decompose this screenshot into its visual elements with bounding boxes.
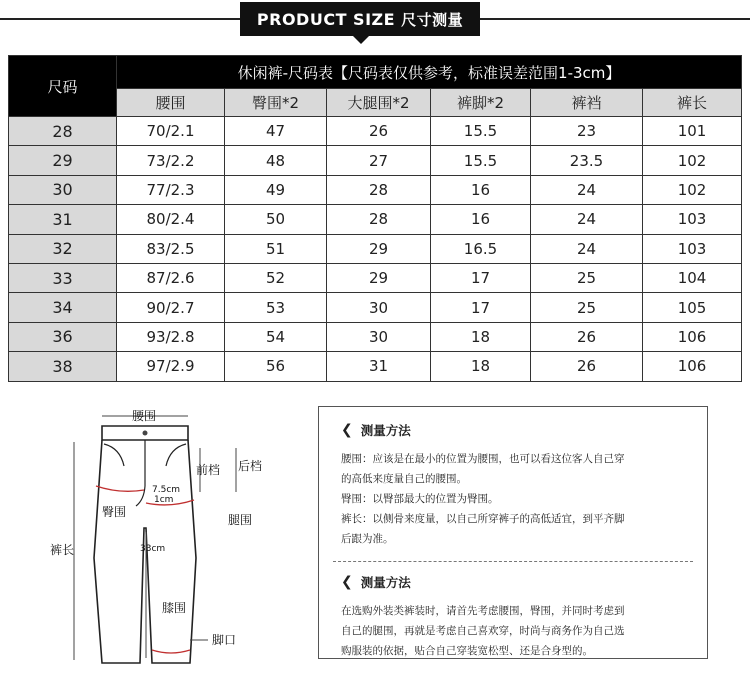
measurement-cell: 106: [643, 352, 742, 381]
column-header-row: [9, 89, 742, 117]
instruction-line: 后跟为准。: [341, 533, 394, 545]
size-column-header: 尺码: [9, 56, 117, 117]
column-header: 裤裆: [531, 89, 643, 117]
section1-title: 测量方法: [360, 423, 411, 438]
size-cell: 38: [9, 352, 117, 381]
label-hem: 脚口: [212, 633, 237, 647]
measurement-cell: 16: [431, 175, 531, 204]
measurement-cell: 24: [531, 205, 643, 234]
measurement-cell: 50: [225, 205, 327, 234]
instruction-line: 腰围：应该是在最小的位置为腰围，也可以看这位客人自己穿: [341, 453, 625, 465]
chevron-left-icon: ❮: [341, 574, 353, 590]
measurement-cell: 31: [327, 352, 431, 381]
measurement-cell: 56: [225, 352, 327, 381]
size-table-body: [9, 117, 742, 382]
instruction-line: 的高低来度量自己的腰围。: [341, 473, 467, 485]
label-measure-75: 7.5cm: [152, 485, 181, 495]
measurement-cell: 15.5: [431, 146, 531, 175]
measurement-cell: 24: [531, 234, 643, 263]
measurement-cell: 25: [531, 293, 643, 322]
instruction-line: 自己的腿围，再就是考虑自己喜欢穿，时尚与商务作为自己选: [341, 625, 625, 637]
measurement-cell: 24: [531, 175, 643, 204]
measurement-cell: 102: [643, 175, 742, 204]
header-pointer: [353, 36, 369, 44]
column-header: 裤长: [643, 89, 742, 117]
size-cell: 28: [9, 117, 117, 146]
section2-title: 测量方法: [360, 575, 411, 590]
pants-fly: [136, 440, 145, 506]
column-header: 臀围*2: [225, 89, 327, 117]
section1-body: [341, 449, 693, 549]
measurement-cell: 105: [643, 293, 742, 322]
measurement-cell: 25: [531, 263, 643, 292]
measurement-cell: 83/2.5: [117, 234, 225, 263]
table-row: [9, 322, 742, 351]
column-header: 腰围: [117, 89, 225, 117]
measurement-cell: 30: [327, 322, 431, 351]
measurement-cell: 102: [643, 146, 742, 175]
measurement-cell: 26: [327, 117, 431, 146]
table-row: [9, 146, 742, 175]
section1-heading: [341, 421, 693, 439]
measurement-cell: 93/2.8: [117, 322, 225, 351]
label-hip: 臀围: [102, 505, 127, 519]
measurement-cell: 16: [431, 205, 531, 234]
label-length: 裤长: [50, 543, 75, 557]
instruction-line: 裤长：以侧骨来度量，以自己所穿裤子的高低适宜，到平齐脚: [341, 513, 625, 525]
chevron-left-icon: ❮: [341, 422, 353, 438]
pants-button: [143, 431, 148, 436]
header-title-cn: 尺寸测量: [401, 10, 464, 29]
measurement-cell: 103: [643, 234, 742, 263]
measurement-cell: 73/2.2: [117, 146, 225, 175]
measurement-cell: 97/2.9: [117, 352, 225, 381]
measurement-cell: 51: [225, 234, 327, 263]
measurement-cell: 23.5: [531, 146, 643, 175]
measurement-cell: 48: [225, 146, 327, 175]
measurement-cell: 49: [225, 175, 327, 204]
size-cell: 33: [9, 263, 117, 292]
measurement-cell: 29: [327, 263, 431, 292]
label-waist: 腰围: [132, 409, 157, 423]
measurement-cell: 23: [531, 117, 643, 146]
size-table: [8, 55, 742, 382]
size-cell: 31: [9, 205, 117, 234]
measurement-cell: 106: [643, 322, 742, 351]
measurement-cell: 30: [327, 293, 431, 322]
measurement-cell: 26: [531, 352, 643, 381]
size-cell: 36: [9, 322, 117, 351]
header-title-en: PRODUCT SIZE: [256, 9, 396, 29]
dashed-divider: [333, 561, 693, 562]
measurement-cell: 27: [327, 146, 431, 175]
label-thigh: 腿围: [228, 513, 253, 527]
pants-pocket-left: [104, 444, 124, 466]
table-row: [9, 175, 742, 204]
measurement-cell: 17: [431, 263, 531, 292]
table-row: [9, 293, 742, 322]
size-cell: 30: [9, 175, 117, 204]
table-title: 休闲裤-尺码表【尺码表仅供参考，标准误差范围1-3cm】: [117, 56, 742, 89]
measurement-cell: 28: [327, 175, 431, 204]
measurement-cell: 77/2.3: [117, 175, 225, 204]
hip-measure-line: [96, 486, 144, 491]
size-cell: 34: [9, 293, 117, 322]
instruction-line: 在选购外装类裤装时，请首先考虑腰围，臀围，并同时考虑到: [341, 605, 625, 617]
measurement-instructions: [318, 406, 708, 659]
measurement-cell: 53: [225, 293, 327, 322]
size-cell: 29: [9, 146, 117, 175]
label-knee: 膝围: [162, 601, 187, 615]
measurement-cell: 54: [225, 322, 327, 351]
measurement-cell: 18: [431, 352, 531, 381]
table-row: [9, 352, 742, 381]
header-title: [240, 2, 480, 36]
column-header: 大腿围*2: [327, 89, 431, 117]
measurement-cell: 29: [327, 234, 431, 263]
label-measure-33: 33cm: [140, 544, 166, 554]
measurement-cell: 15.5: [431, 117, 531, 146]
table-row: [9, 234, 742, 263]
size-cell: 32: [9, 234, 117, 263]
table-row: [9, 263, 742, 292]
table-row: [9, 205, 742, 234]
measurement-cell: 28: [327, 205, 431, 234]
hem-measure-line: [152, 650, 190, 653]
instruction-line: 购服装的依据，贴合自己穿装宽松型、还是合身型的。: [341, 645, 593, 657]
label-front-rise: 前档: [196, 463, 221, 477]
pants-diagram: [40, 408, 290, 668]
measurement-cell: 17: [431, 293, 531, 322]
instruction-line: 臀围：以臀部最大的位置为臀围。: [341, 493, 499, 505]
measurement-cell: 16.5: [431, 234, 531, 263]
section2-body: [341, 601, 693, 661]
measurement-cell: 70/2.1: [117, 117, 225, 146]
section2-heading: [341, 573, 693, 591]
pants-pocket-right: [166, 444, 186, 466]
measurement-cell: 26: [531, 322, 643, 351]
measurement-cell: 90/2.7: [117, 293, 225, 322]
table-row: [9, 117, 742, 146]
measurement-cell: 87/2.6: [117, 263, 225, 292]
measurement-cell: 18: [431, 322, 531, 351]
measurement-cell: 47: [225, 117, 327, 146]
measurement-cell: 104: [643, 263, 742, 292]
label-measure-1: 1cm: [154, 495, 174, 505]
column-header: 裤脚*2: [431, 89, 531, 117]
label-back-rise: 后档: [238, 459, 263, 473]
measurement-cell: 103: [643, 205, 742, 234]
measurement-cell: 101: [643, 117, 742, 146]
measurement-cell: 52: [225, 263, 327, 292]
measurement-cell: 80/2.4: [117, 205, 225, 234]
